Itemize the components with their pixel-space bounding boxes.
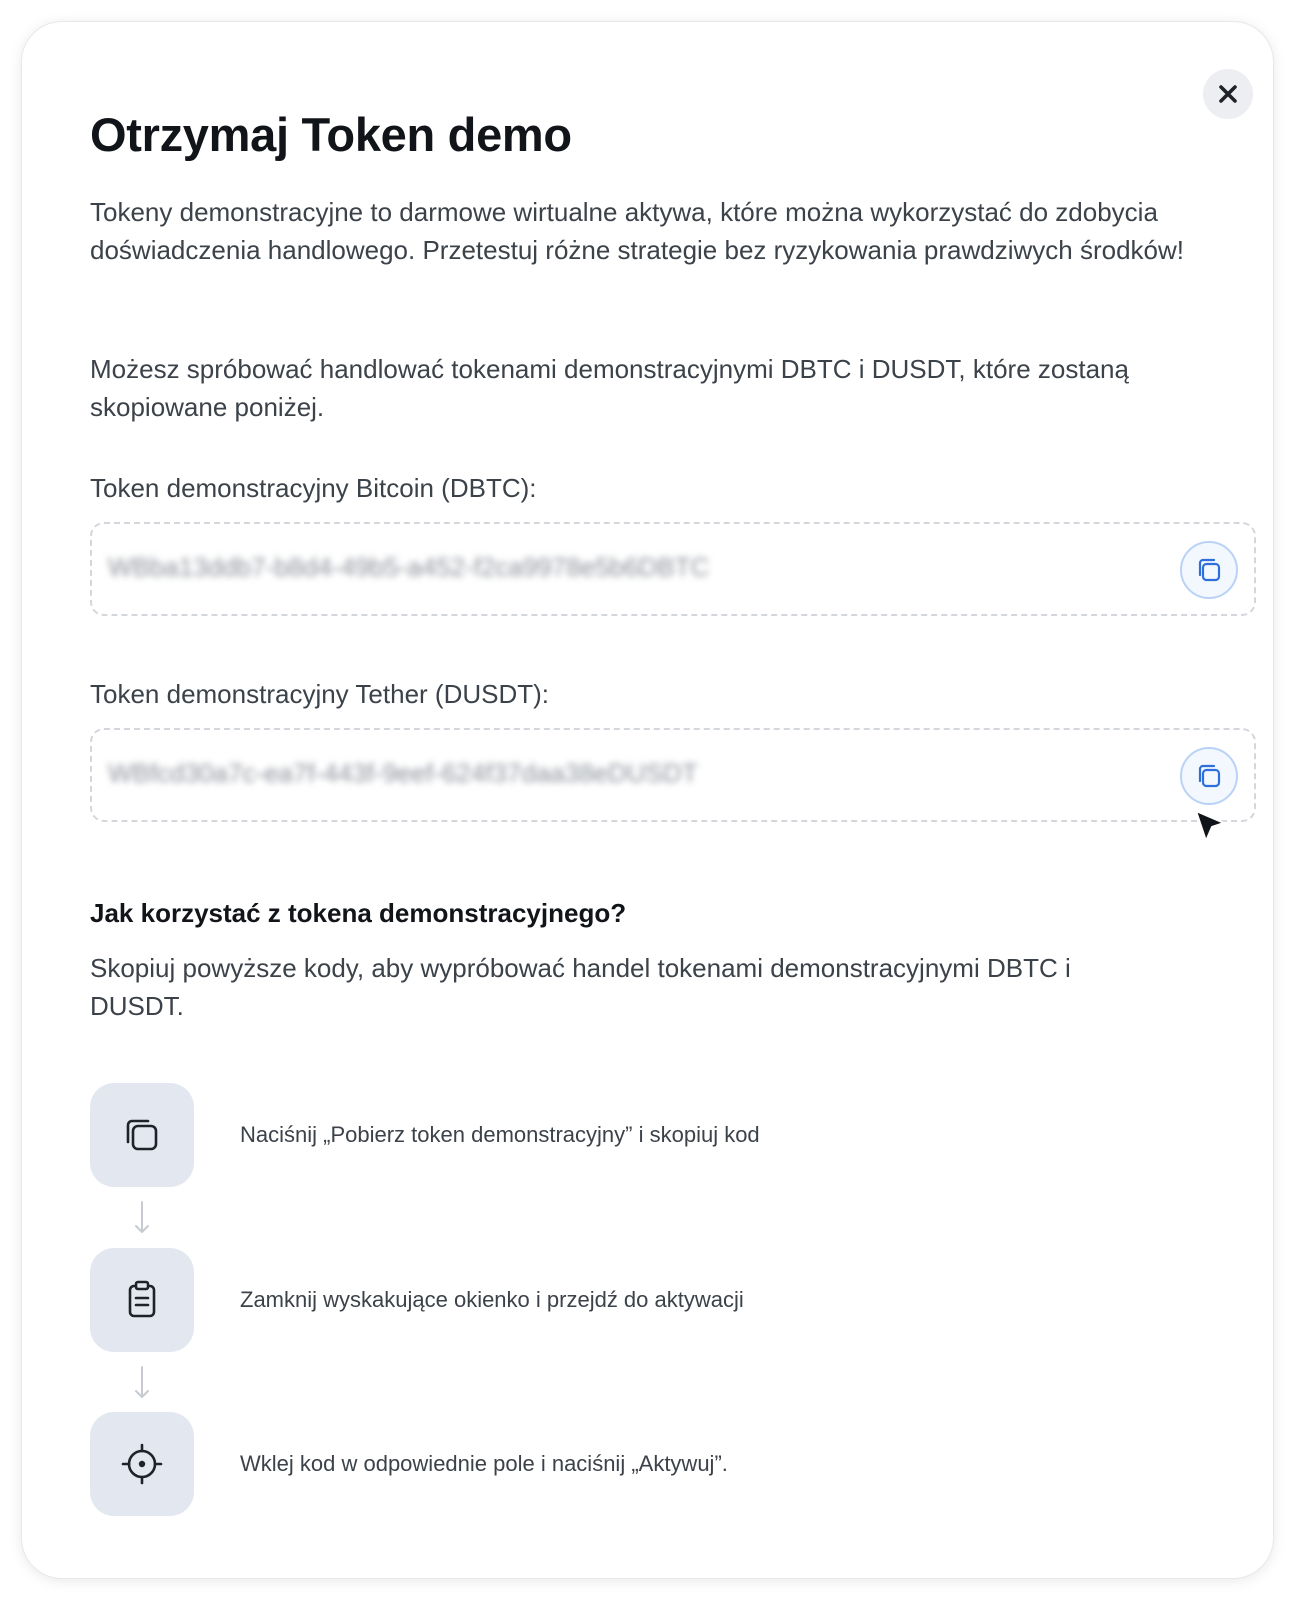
close-icon xyxy=(1217,83,1239,105)
target-icon xyxy=(120,1442,164,1486)
step-copy xyxy=(90,1083,760,1187)
dusdt-token-value[interactable]: WBfcd30a7c-ea7f-443f-9eef-624f37daa38eDUSDT xyxy=(108,758,698,788)
step-activate xyxy=(90,1412,728,1516)
dbtc-token-field[interactable] xyxy=(90,522,1256,616)
dusdt-label: Token demonstracyjny Tether (DUSDT): xyxy=(90,679,550,709)
arrow-down-icon xyxy=(130,1363,154,1403)
close-button[interactable] xyxy=(1203,69,1253,119)
copy-icon xyxy=(1194,761,1224,791)
step-text: Naciśnij „Pobierz token demonstracyjny” i skopiuj kod xyxy=(240,1122,760,1147)
step-text: Zamknij wyskakujące okienko i przejdź do aktywacji xyxy=(240,1287,744,1312)
dbtc-token-value[interactable]: WBba13ddb7-b8d4-49b5-a452-f2ca9978e5b6DBTC xyxy=(108,552,710,582)
howto-title: Jak korzystać z tokena demonstracyjnego? xyxy=(90,898,627,928)
modal-title: Otrzymaj Token demo xyxy=(90,108,572,161)
step-close xyxy=(90,1248,744,1352)
arrow-down-icon xyxy=(130,1198,154,1238)
demo-token-modal xyxy=(22,22,1273,1578)
note-text: Możesz spróbować handlować tokenami demonstracyjnymi DBTC i DUSDT, które zostaną skopiowane poniżej. xyxy=(90,354,1129,422)
copy-dbtc-button[interactable] xyxy=(1180,541,1238,599)
howto-description: Skopiuj powyższe kody, aby wypróbować handel tokenami demonstracyjnymi DBTC i DUSDT. xyxy=(90,953,1071,1021)
copy-icon xyxy=(120,1113,164,1157)
copy-dusdt-button[interactable] xyxy=(1180,747,1238,805)
dbtc-label: Token demonstracyjny Bitcoin (DBTC): xyxy=(90,473,537,503)
step-icon-box xyxy=(90,1248,194,1352)
copy-icon xyxy=(1194,555,1224,585)
mouse-cursor-icon xyxy=(1194,809,1228,845)
step-icon-box xyxy=(90,1083,194,1187)
step-icon-box xyxy=(90,1412,194,1516)
clipboard-icon xyxy=(122,1278,162,1322)
step-text: Wklej kod w odpowiednie pole i naciśnij „Aktywuj”. xyxy=(240,1451,728,1476)
dusdt-token-field[interactable] xyxy=(90,728,1256,822)
intro-text: Tokeny demonstracyjne to darmowe wirtualne aktywa, które można wykorzystać do zdobycia doświadczenia handlowego. Przetestuj różne strategie bez ryzykowania prawdziwych środków! xyxy=(90,197,1184,265)
